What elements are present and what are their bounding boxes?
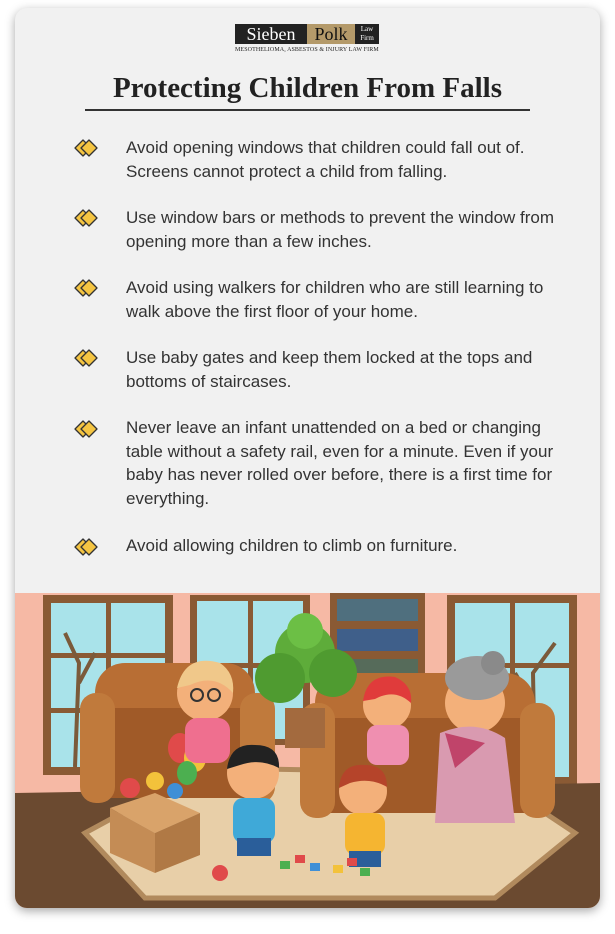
girl-left-sofa (177, 661, 233, 763)
logo-polk: Polk (307, 24, 355, 44)
double-chevron-diamond-icon (73, 138, 99, 158)
double-chevron-diamond-icon (73, 537, 99, 557)
tip-item: Never leave an infant unattended on a bed or changing table without a safety rail, even for a minute. Even if your baby has never rolled over before, there is a first time for everything. (126, 418, 554, 508)
tip-item: Avoid opening windows that children could fall out of. Screens cannot protect a child from falling. (126, 138, 525, 181)
tip-item: Use window bars or methods to prevent the window from opening more than a few inches. (126, 208, 555, 251)
tip-item: Use baby gates and keep them locked at the tops and bottoms of staircases. (126, 348, 533, 391)
girl-right-sofa (363, 677, 411, 766)
tip-item: Avoid allowing children to climb on furniture. (126, 536, 458, 555)
page-title: Protecting Children From Falls (112, 72, 503, 104)
infographic-card (15, 8, 600, 908)
double-chevron-diamond-icon (73, 208, 99, 228)
logo-law: Law (360, 25, 374, 33)
double-chevron-diamond-icon (73, 419, 99, 439)
double-chevron-diamond-icon (73, 278, 99, 298)
logo-sieben: Sieben (235, 24, 307, 44)
tips-list (15, 8, 600, 588)
logo-tagline: MESOTHELIOMA, ASBESTOS & INJURY LAW FIRM (235, 47, 379, 53)
living-room-illustration (15, 593, 600, 908)
grandmother (435, 651, 515, 823)
double-chevron-diamond-icon (73, 348, 99, 368)
logo-firm: Firm (360, 34, 374, 42)
tip-item: Avoid using walkers for children who are still learning to walk above the first floor of your home. (126, 278, 544, 321)
